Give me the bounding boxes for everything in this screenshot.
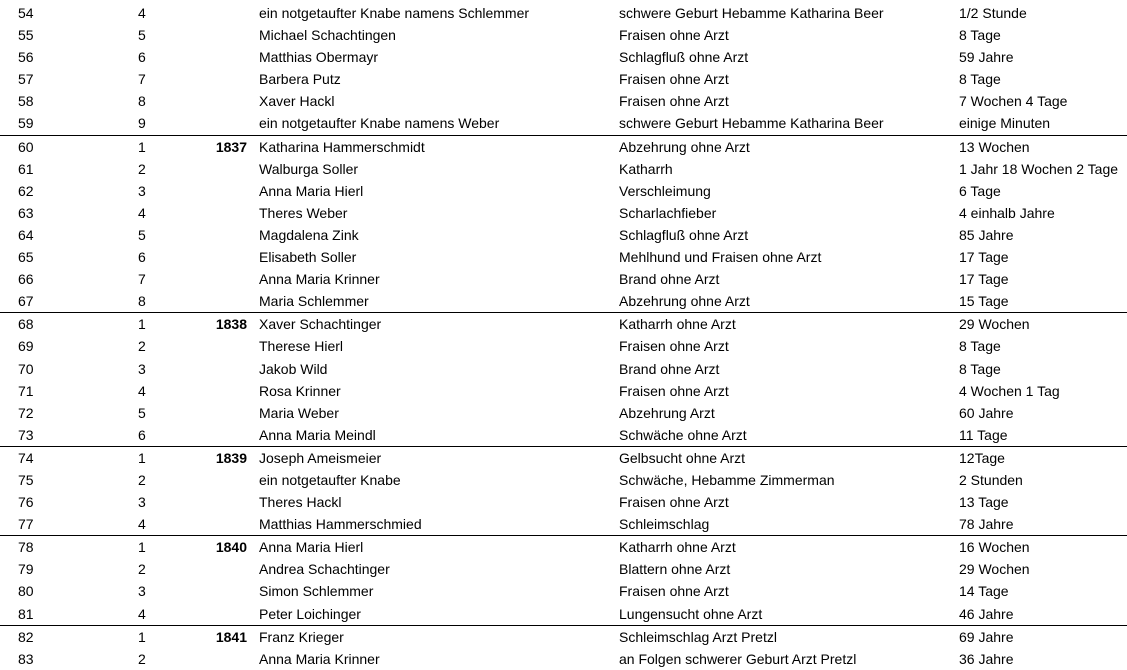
- year-index: 2: [138, 338, 146, 355]
- age-at-death: 13 Tage: [959, 494, 1009, 511]
- table-row: [0, 580, 1127, 602]
- year-index: 3: [138, 583, 146, 600]
- cause-of-death: Katharrh ohne Arzt: [619, 316, 736, 333]
- age-at-death: 1 Jahr 18 Wochen 2 Tage: [959, 160, 1119, 177]
- cause-of-death: Fraisen ohne Arzt: [619, 71, 729, 88]
- year-index: 6: [138, 49, 146, 66]
- entry-number: 83: [18, 650, 34, 667]
- table-row: [0, 268, 1127, 290]
- year-marker: 1840: [215, 539, 247, 556]
- entry-number: 62: [18, 182, 34, 199]
- year-index: 3: [138, 360, 146, 377]
- cause-of-death: Schleimschlag Arzt Pretzl: [619, 628, 777, 645]
- year-index: 1: [138, 316, 146, 333]
- cause-of-death: Fraisen ohne Arzt: [619, 93, 729, 110]
- year-index: 2: [138, 471, 146, 488]
- year-index: 7: [138, 71, 146, 88]
- year-marker: 1837: [215, 138, 247, 155]
- cause-of-death: an Folgen schwerer Geburt Arzt Pretzl: [619, 650, 857, 667]
- age-at-death: 36 Jahre: [959, 650, 1014, 667]
- entry-number: 58: [18, 93, 34, 110]
- entry-number: 72: [18, 404, 34, 421]
- year-index: 1: [138, 628, 146, 645]
- year-marker: 1839: [215, 449, 247, 466]
- cause-of-death: Scharlachfieber: [619, 204, 717, 221]
- year-marker: 1838: [215, 316, 247, 333]
- table-row: [0, 313, 1127, 335]
- table-row: [0, 335, 1127, 357]
- cause-of-death: Verschleimung: [619, 182, 711, 199]
- person-name: ein notgetaufter Knabe namens Schlemmer: [259, 5, 530, 21]
- entry-number: 79: [18, 561, 34, 578]
- entry-number: 70: [18, 360, 34, 377]
- age-at-death: 85 Jahre: [959, 226, 1014, 243]
- person-name: Jakob Wild: [259, 360, 328, 377]
- table-row: [0, 290, 1127, 313]
- age-at-death: 69 Jahre: [959, 628, 1014, 645]
- person-name: ein notgetaufter Knabe: [259, 471, 401, 488]
- cause-of-death: Abzehrung ohne Arzt: [619, 138, 750, 155]
- age-at-death: 8 Tage: [959, 360, 1001, 377]
- table-row: [0, 358, 1127, 380]
- cause-of-death: schwere Geburt Hebamme Katharina Beer: [619, 115, 884, 132]
- person-name: Therese Hierl: [259, 338, 344, 355]
- age-at-death: 15 Tage: [959, 293, 1009, 310]
- year-index: 5: [138, 27, 146, 44]
- person-name: Peter Loichinger: [259, 605, 361, 622]
- person-name: Matthias Hammerschmied: [259, 516, 422, 533]
- age-at-death: 7 Wochen 4 Tage: [959, 93, 1068, 110]
- year-index: 1: [138, 138, 146, 155]
- year-index: 5: [138, 404, 146, 421]
- cause-of-death: Schlagfluß ohne Arzt: [619, 226, 749, 243]
- cause-of-death: Fraisen ohne Arzt: [619, 27, 729, 44]
- age-at-death: 29 Wochen: [959, 561, 1030, 578]
- age-at-death: 14 Tage: [959, 583, 1009, 600]
- entry-number: 82: [18, 628, 34, 645]
- table-row: [0, 2, 1127, 24]
- year-index: 8: [138, 293, 146, 310]
- cause-of-death: Abzehrung Arzt: [619, 404, 715, 421]
- age-at-death: 17 Tage: [959, 249, 1009, 266]
- table-row: [0, 491, 1127, 513]
- cause-of-death: Fraisen ohne Arzt: [619, 338, 729, 355]
- age-at-death: einige Minuten: [959, 115, 1051, 132]
- age-at-death: 17 Tage: [959, 271, 1009, 288]
- age-at-death: 59 Jahre: [959, 49, 1014, 66]
- person-name: Magdalena Zink: [259, 226, 359, 243]
- year-index: 4: [138, 605, 146, 622]
- person-name: Xaver Schachtinger: [259, 316, 382, 333]
- table-row: [0, 626, 1127, 648]
- age-at-death: 2 Stunden: [959, 471, 1023, 488]
- table-row: [0, 136, 1127, 158]
- person-name: Anna Maria Krinner: [259, 271, 380, 288]
- table-row: [0, 648, 1127, 670]
- entry-number: 78: [18, 539, 34, 556]
- entry-number: 76: [18, 494, 34, 511]
- person-name: Theres Weber: [259, 204, 348, 221]
- age-at-death: 60 Jahre: [959, 404, 1014, 421]
- cause-of-death: Schwäche ohne Arzt: [619, 426, 747, 443]
- table-row: [0, 68, 1127, 90]
- entry-number: 75: [18, 471, 34, 488]
- table-row: [0, 603, 1127, 626]
- cause-of-death: Mehlhund und Fraisen ohne Arzt: [619, 249, 822, 266]
- person-name: Anna Maria Krinner: [259, 650, 380, 667]
- entry-number: 56: [18, 49, 34, 66]
- year-index: 6: [138, 426, 146, 443]
- age-at-death: 4 einhalb Jahre: [959, 204, 1055, 221]
- entry-number: 54: [18, 5, 34, 21]
- entry-number: 80: [18, 583, 34, 600]
- year-index: 5: [138, 226, 146, 243]
- age-at-death: 29 Wochen: [959, 316, 1030, 333]
- entry-number: 67: [18, 293, 34, 310]
- age-at-death: 8 Tage: [959, 71, 1001, 88]
- person-name: Maria Schlemmer: [259, 293, 369, 310]
- year-index: 2: [138, 160, 146, 177]
- table-row: [0, 46, 1127, 68]
- year-index: 8: [138, 93, 146, 110]
- age-at-death: 78 Jahre: [959, 516, 1014, 533]
- person-name: Anna Maria Hierl: [259, 539, 364, 556]
- year-index: 4: [138, 516, 146, 533]
- entry-number: 63: [18, 204, 34, 221]
- table-row: [0, 424, 1127, 447]
- cause-of-death: Gelbsucht ohne Arzt: [619, 449, 746, 466]
- person-name: Xaver Hackl: [259, 93, 335, 110]
- cause-of-death: Brand ohne Arzt: [619, 271, 720, 288]
- year-index: 9: [138, 115, 146, 132]
- table-row: [0, 402, 1127, 424]
- table-row: [0, 202, 1127, 224]
- cause-of-death: Blattern ohne Arzt: [619, 561, 731, 578]
- table-row: [0, 558, 1127, 580]
- cause-of-death: Schlagfluß ohne Arzt: [619, 49, 749, 66]
- entry-number: 61: [18, 160, 34, 177]
- age-at-death: 6 Tage: [959, 182, 1001, 199]
- year-index: 1: [138, 539, 146, 556]
- person-name: Anna Maria Meindl: [259, 426, 376, 443]
- table-row: [0, 112, 1127, 135]
- person-name: Walburga Soller: [259, 160, 359, 177]
- person-name: Franz Krieger: [259, 628, 344, 645]
- entry-number: 59: [18, 115, 34, 132]
- age-at-death: 1/2 Stunde: [959, 5, 1027, 21]
- death-register-table: [0, 2, 1127, 670]
- person-name: Matthias Obermayr: [259, 49, 379, 66]
- year-index: 1: [138, 449, 146, 466]
- age-at-death: 16 Wochen: [959, 539, 1030, 556]
- cause-of-death: Abzehrung ohne Arzt: [619, 293, 750, 310]
- year-marker: 1841: [215, 628, 247, 645]
- year-index: 7: [138, 271, 146, 288]
- year-index: 4: [138, 204, 146, 221]
- person-name: Katharina Hammerschmidt: [259, 138, 425, 155]
- table-row: [0, 224, 1127, 246]
- cause-of-death: Brand ohne Arzt: [619, 360, 720, 377]
- person-name: ein notgetaufter Knabe namens Weber: [259, 115, 500, 132]
- table-row: [0, 90, 1127, 112]
- age-at-death: 4 Wochen 1 Tag: [959, 382, 1060, 399]
- person-name: Michael Schachtingen: [259, 27, 396, 44]
- cause-of-death: Schwäche, Hebamme Zimmerman: [619, 471, 835, 488]
- person-name: Elisabeth Soller: [259, 249, 357, 266]
- year-index: 3: [138, 182, 146, 199]
- cause-of-death: Katharrh: [619, 160, 673, 177]
- table-row: [0, 24, 1127, 46]
- year-index: 2: [138, 561, 146, 578]
- entry-number: 66: [18, 271, 34, 288]
- table-row: [0, 447, 1127, 469]
- year-index: 4: [138, 382, 146, 399]
- table-row: [0, 380, 1127, 402]
- person-name: Theres Hackl: [259, 494, 342, 511]
- person-name: Joseph Ameismeier: [259, 449, 382, 466]
- table-row: [0, 158, 1127, 180]
- entry-number: 74: [18, 449, 34, 466]
- year-index: 3: [138, 494, 146, 511]
- cause-of-death: Fraisen ohne Arzt: [619, 494, 729, 511]
- age-at-death: 46 Jahre: [959, 605, 1014, 622]
- age-at-death: 8 Tage: [959, 27, 1001, 44]
- table-row: [0, 180, 1127, 202]
- table-row: [0, 469, 1127, 491]
- person-name: Barbera Putz: [259, 71, 341, 88]
- table-row: [0, 536, 1127, 558]
- entry-number: 77: [18, 516, 34, 533]
- table-row: [0, 246, 1127, 268]
- person-name: Rosa Krinner: [259, 382, 341, 399]
- cause-of-death: Fraisen ohne Arzt: [619, 382, 729, 399]
- age-at-death: 12Tage: [959, 449, 1005, 466]
- entry-number: 65: [18, 249, 34, 266]
- year-index: 2: [138, 650, 146, 667]
- cause-of-death: Lungensucht ohne Arzt: [619, 605, 763, 622]
- cause-of-death: Fraisen ohne Arzt: [619, 583, 729, 600]
- entry-number: 64: [18, 226, 34, 243]
- cause-of-death: schwere Geburt Hebamme Katharina Beer: [619, 5, 884, 21]
- entry-number: 57: [18, 71, 34, 88]
- person-name: Anna Maria Hierl: [259, 182, 364, 199]
- year-index: 6: [138, 249, 146, 266]
- person-name: Andrea Schachtinger: [259, 561, 390, 578]
- year-index: 4: [138, 5, 146, 21]
- entry-number: 68: [18, 316, 34, 333]
- age-at-death: 11 Tage: [959, 426, 1008, 443]
- entry-number: 73: [18, 426, 34, 443]
- table-row: [0, 513, 1127, 536]
- entry-number: 55: [18, 27, 34, 44]
- cause-of-death: Schleimschlag: [619, 516, 710, 533]
- entry-number: 60: [18, 138, 34, 155]
- entry-number: 69: [18, 338, 34, 355]
- age-at-death: 8 Tage: [959, 338, 1001, 355]
- entry-number: 71: [18, 382, 34, 399]
- person-name: Maria Weber: [259, 404, 339, 421]
- person-name: Simon Schlemmer: [259, 583, 374, 600]
- cause-of-death: Katharrh ohne Arzt: [619, 539, 736, 556]
- age-at-death: 13 Wochen: [959, 138, 1030, 155]
- entry-number: 81: [18, 605, 34, 622]
